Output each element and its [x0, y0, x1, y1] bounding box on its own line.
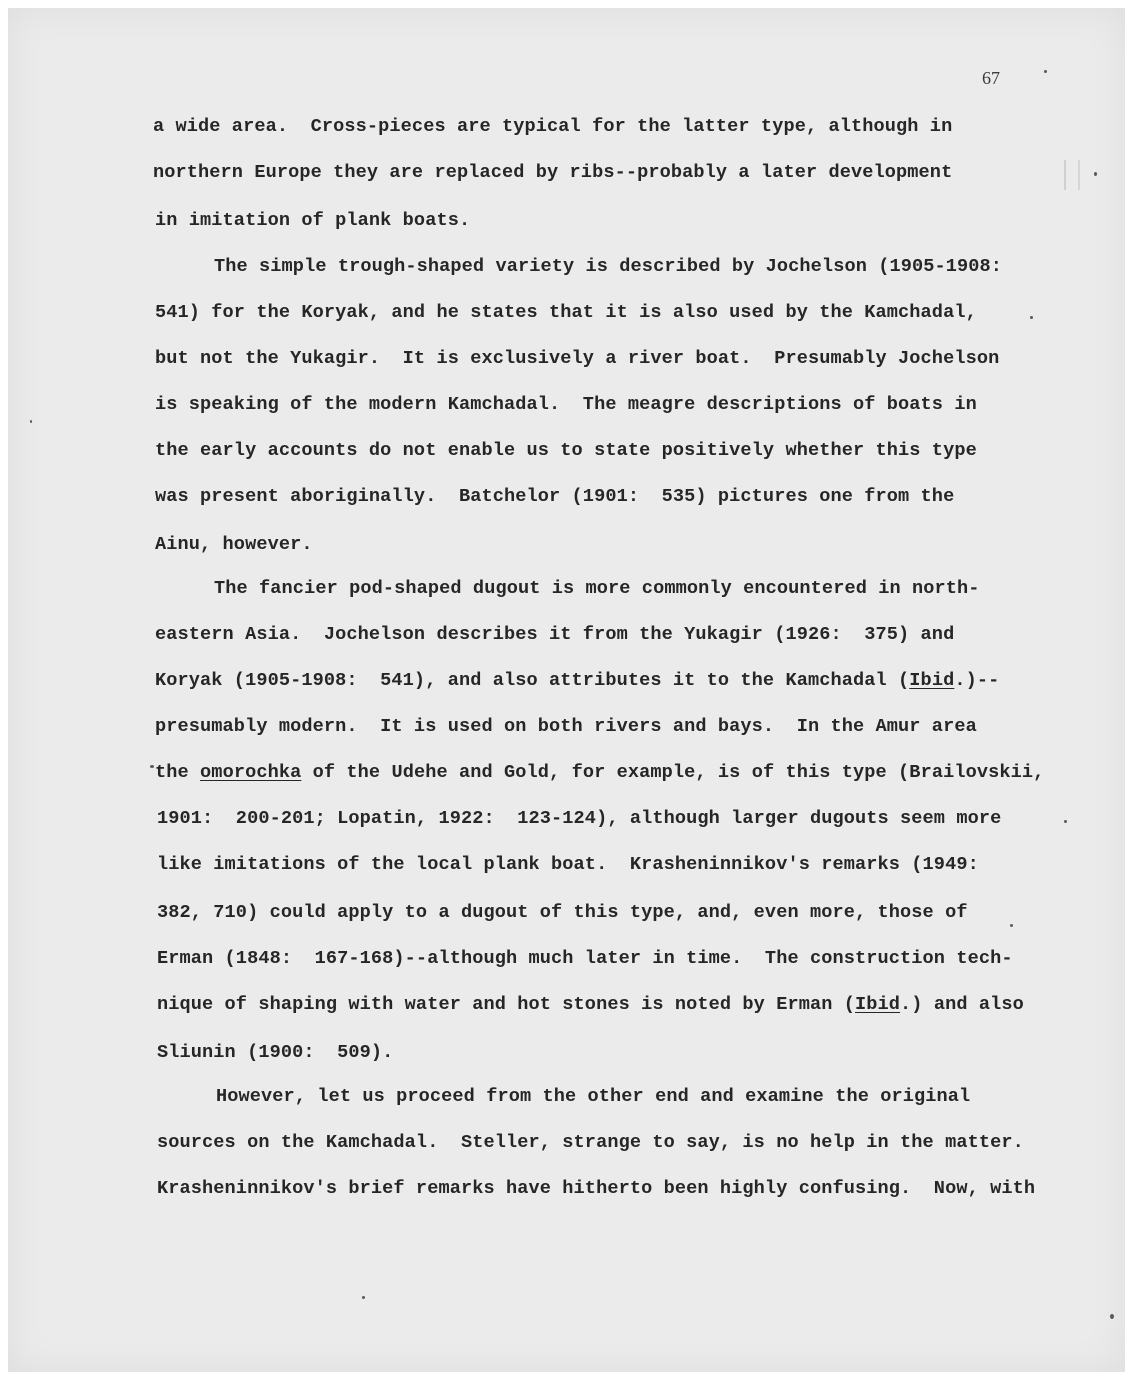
scan-speck: [362, 1296, 365, 1299]
text-run: However, let us proceed from the other end and examine the original: [216, 1086, 971, 1107]
scan-speck: [1110, 1314, 1114, 1319]
scan-speck: [1094, 172, 1097, 176]
text-line: [155, 440, 977, 461]
text-line: [214, 578, 980, 599]
text-run: a wide area. Cross-pieces are typical for the latter type, although in: [153, 116, 953, 137]
scan-speck: [30, 420, 32, 423]
text-run: like imitations of the local plank boat. Krasheninnikov's remarks (1949:: [157, 854, 979, 875]
text-line: [157, 1178, 1035, 1199]
text-line: [155, 670, 999, 691]
text-run: eastern Asia. Jochelson describes it from the Yukagir (1926: 375) and: [155, 624, 955, 645]
text-run: presumably modern. It is used on both rivers and bays. In the Amur area: [155, 716, 977, 737]
text-line: [153, 116, 952, 137]
omorochka-term: omorochka: [200, 762, 302, 783]
text-run: nique of shaping with water and hot stones is noted by Erman (: [157, 994, 855, 1015]
text-run: Ainu, however.: [155, 534, 313, 555]
text-line: [157, 1042, 393, 1063]
text-run: 541) for the Koryak, and he states that it is also used by the Kamchadal,: [155, 302, 977, 323]
text-run: was present aboriginally. Batchelor (1901: 535) pictures one from the: [155, 486, 955, 507]
text-run: Krasheninnikov's brief remarks have hitherto been highly confusing. Now, with: [157, 1178, 1036, 1199]
text-run: northern Europe they are replaced by ribs--probably a later development: [153, 162, 953, 183]
text-line: [157, 808, 1001, 829]
text-line: [157, 902, 968, 923]
text-line: [155, 762, 1044, 783]
text-run: 1901: 200-201; Lopatin, 1922: 123-124), although larger dugouts seem more: [157, 808, 1002, 829]
text-line: [157, 948, 1013, 969]
text-run: Sliunin (1900: 509).: [157, 1042, 394, 1063]
text-run: in imitation of plank boats.: [155, 210, 471, 231]
scan-speck: [1030, 316, 1033, 319]
text-line: [216, 1086, 970, 1107]
page-number: 67: [982, 68, 1000, 88]
text-line: [153, 162, 952, 183]
text-run: sources on the Kamchadal. Steller, strange to say, is no help in the matter.: [157, 1132, 1024, 1153]
ibid-citation: Ibid: [909, 670, 955, 691]
text-line: [155, 624, 954, 645]
ibid-citation: Ibid: [855, 994, 901, 1015]
text-line: [157, 994, 1024, 1015]
text-run: the early accounts do not enable us to state positively whether this type: [155, 440, 977, 461]
text-line: [155, 210, 470, 231]
text-line: [155, 302, 977, 323]
text-line: [155, 716, 977, 737]
scan-artifact: [1064, 160, 1080, 190]
text-run: of the Udehe and Gold, for example, is of this type (Brailovskii,: [301, 762, 1045, 783]
text-run: is speaking of the modern Kamchadal. The meagre descriptions of boats in: [155, 394, 977, 415]
text-run: .) and also: [900, 994, 1024, 1015]
scan-speck: [150, 765, 154, 768]
text-run: .)--: [954, 670, 1000, 691]
text-run: 382, 710) could apply to a dugout of this type, and, even more, those of: [157, 902, 968, 923]
text-line: [155, 348, 999, 369]
text-line: [157, 1132, 1024, 1153]
scan-speck: [1010, 924, 1013, 927]
text-run: the: [155, 762, 201, 783]
text-line: [155, 394, 977, 415]
scan-speck: [1064, 820, 1067, 823]
text-run: but not the Yukagir. It is exclusively a river boat. Presumably Jochelson: [155, 348, 1000, 369]
scan-speck: [1044, 70, 1047, 73]
text-line: [155, 534, 313, 555]
text-line: [214, 256, 1002, 277]
text-run: The simple trough-shaped variety is described by Jochelson (1905-1908:: [214, 256, 1003, 277]
text-line: [155, 486, 954, 507]
text-run: Erman (1848: 167-168)--although much later in time. The construction tech-: [157, 948, 1013, 969]
text-run: The fancier pod-shaped dugout is more commonly encountered in north-: [214, 578, 980, 599]
text-line: [157, 854, 979, 875]
text-run: Koryak (1905-1908: 541), and also attributes it to the Kamchadal (: [155, 670, 910, 691]
